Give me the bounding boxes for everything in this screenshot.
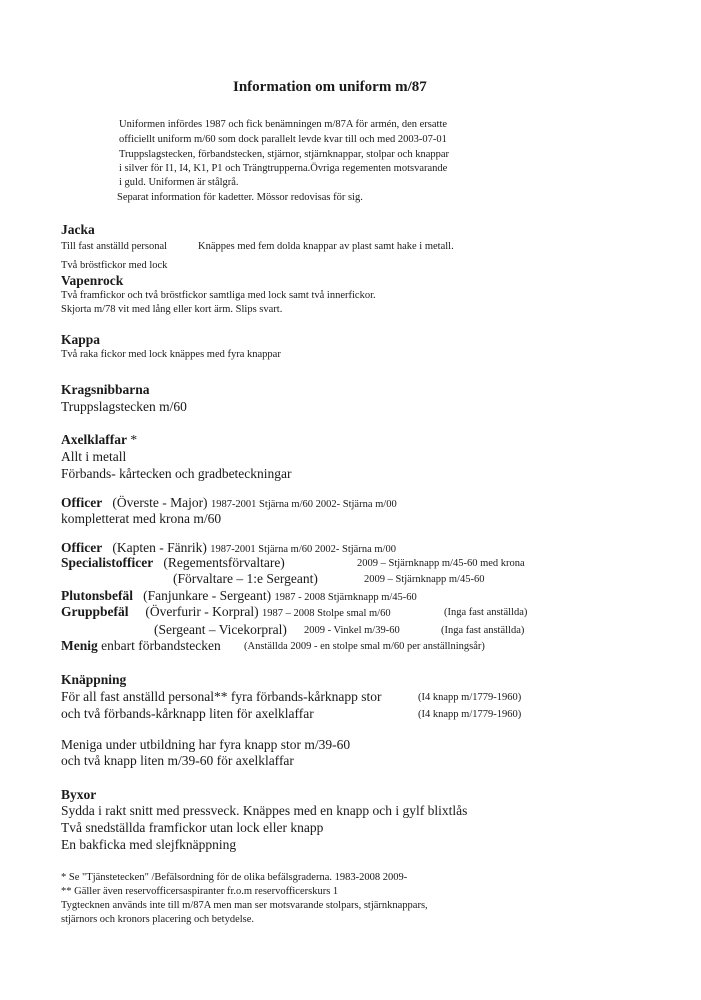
footnote: stjärnors och kronors placering och betydelse. — [61, 914, 255, 925]
knappning-line: och två knapp liten m/39-60 för axelklaffar — [61, 753, 294, 768]
kappa-line: Två raka fickor med lock knäppes med fyra knappar — [61, 349, 281, 360]
knappning-line: För all fast anställd personal** fyra förbands-kårknapp stor — [61, 689, 382, 704]
jacka-line: Två bröstfickor med lock — [61, 260, 168, 271]
intro-line: i silver för I1, I4, K1, P1 och Trängtrupperna.Övriga regementen motsvarande — [119, 163, 448, 174]
section-heading-vapenrock: Vapenrock — [61, 273, 124, 288]
rank-label: Officer — [61, 495, 103, 510]
axel-heading-text: Axelklaffar — [61, 432, 127, 447]
rank-range: (Sergeant – Vicekorpral) — [154, 622, 287, 637]
rank-info: 2009 – Stjärnknapp m/45-60 — [364, 574, 485, 585]
rank-info: 1987-2001 Stjärna m/60 2002- Stjärna m/00 — [210, 499, 397, 510]
axel-heading-star: * — [126, 432, 138, 447]
rank-row-officer-1 — [61, 495, 397, 511]
rank-label: Menig — [61, 638, 98, 653]
jacka-line: Till fast anställd personal — [61, 241, 168, 252]
rank-text: enbart förbandstecken — [101, 638, 221, 653]
byxor-line: Sydda i rakt snitt med pressveck. Knäppes med en knapp och i gylf blixtlås — [61, 803, 468, 818]
rank-label: Plutonsbefäl — [61, 588, 134, 603]
vapenrock-line: Två framfickor och två bröstfickor samtliga med lock samt två innerfickor. — [61, 290, 376, 301]
section-heading-byxor: Byxor — [61, 787, 97, 802]
rank-info: 2009 - Vinkel m/39-60 — [304, 625, 400, 636]
rank-row-officer-1-cont: kompletterat med krona m/60 — [61, 511, 222, 526]
rank-label: Gruppbefäl — [61, 604, 129, 619]
intro-line: i guld. Uniformen är stålgrå. — [119, 177, 239, 188]
rank-label: Specialistofficer — [61, 555, 154, 570]
byxor-line: Två snedställda framfickor utan lock eller knapp — [61, 820, 324, 835]
axel-line: Förbands- kårtecken och gradbeteckningar — [61, 466, 292, 481]
rank-row-specialist — [61, 555, 285, 571]
rank-info: 1987 - 2008 Stjärnknapp m/45-60 — [274, 592, 417, 603]
rank-range: (Överste - Major) — [112, 495, 208, 510]
rank-info: 2009 – Stjärnknapp m/45-60 med krona — [357, 558, 525, 569]
intro-line: Truppslagstecken, förbandstecken, stjärnor, stjärnknappar, stolpar och knappar — [119, 149, 450, 160]
rank-range: (Regementsförvaltare) — [163, 555, 285, 570]
rank-row-menig — [61, 638, 221, 654]
intro-line: Separat information för kadetter. Mössor redovisas för sig. — [117, 192, 363, 203]
rank-range: (Överfurir - Korpral) — [145, 604, 259, 619]
rank-range: (Förvaltare – 1:e Sergeant) — [173, 571, 318, 586]
knappning-note: (I4 knapp m/1779-1960) — [418, 709, 522, 720]
axel-line: Allt i metall — [61, 449, 127, 464]
footnote: * Se "Tjänstetecken" /Befälsordning för de olika befälsgraderna. 1983-2008 2009- — [61, 872, 408, 883]
intro-line: Uniformen infördes 1987 och fick benämningen m/87A för armén, den ersatte — [119, 119, 448, 130]
section-heading-kappa: Kappa — [61, 332, 101, 347]
krag-line: Truppslagstecken m/60 — [61, 399, 187, 414]
section-heading-axelklaffar — [61, 432, 137, 448]
knappning-note: (I4 knapp m/1779-1960) — [418, 692, 522, 703]
byxor-line: En bakficka med slejfknäppning — [61, 837, 237, 852]
section-heading-jacka: Jacka — [61, 222, 95, 237]
knappning-line: Meniga under utbildning har fyra knapp stor m/39-60 — [61, 737, 351, 752]
rank-row-pluton — [61, 588, 417, 604]
rank-range: (Kapten - Fänrik) — [112, 540, 207, 555]
rank-info: 1987 – 2008 Stolpe smal m/60 — [261, 608, 391, 619]
rank-range: (Fanjunkare - Sergeant) — [143, 588, 272, 603]
rank-row-grupp — [61, 604, 391, 620]
intro-line: officiellt uniform m/60 som dock parallelt levde kvar till och med 2003-07-01 — [119, 134, 447, 145]
vapenrock-line: Skjorta m/78 vit med lång eller kort ärm. Slips svart. — [61, 304, 283, 315]
rank-info: (Anställda 2009 - en stolpe smal m/60 per anställningsår) — [244, 641, 485, 652]
rank-note: (Inga fast anställda) — [444, 607, 528, 618]
rank-label: Officer — [61, 540, 103, 555]
page-title: Information om uniform m/87 — [233, 79, 427, 95]
rank-row-officer-2 — [61, 540, 396, 556]
footnote: ** Gäller även reservofficersaspiranter fr.o.m reservofficerskurs 1 — [61, 886, 339, 897]
section-heading-kragsnibbarna: Kragsnibbarna — [61, 382, 150, 397]
footnote: Tygtecknen används inte till m/87A men man ser motsvarande stolpars, stjärnknappars, — [61, 900, 428, 911]
knappning-line: och två förbands-kårknapp liten för axelklaffar — [61, 706, 314, 721]
section-heading-knappning: Knäppning — [61, 672, 127, 687]
jacka-line: Knäppes med fem dolda knappar av plast samt hake i metall. — [198, 241, 454, 252]
rank-info: 1987-2001 Stjärna m/60 2002- Stjärna m/00 — [210, 544, 396, 555]
rank-note: (Inga fast anställda) — [441, 625, 525, 636]
